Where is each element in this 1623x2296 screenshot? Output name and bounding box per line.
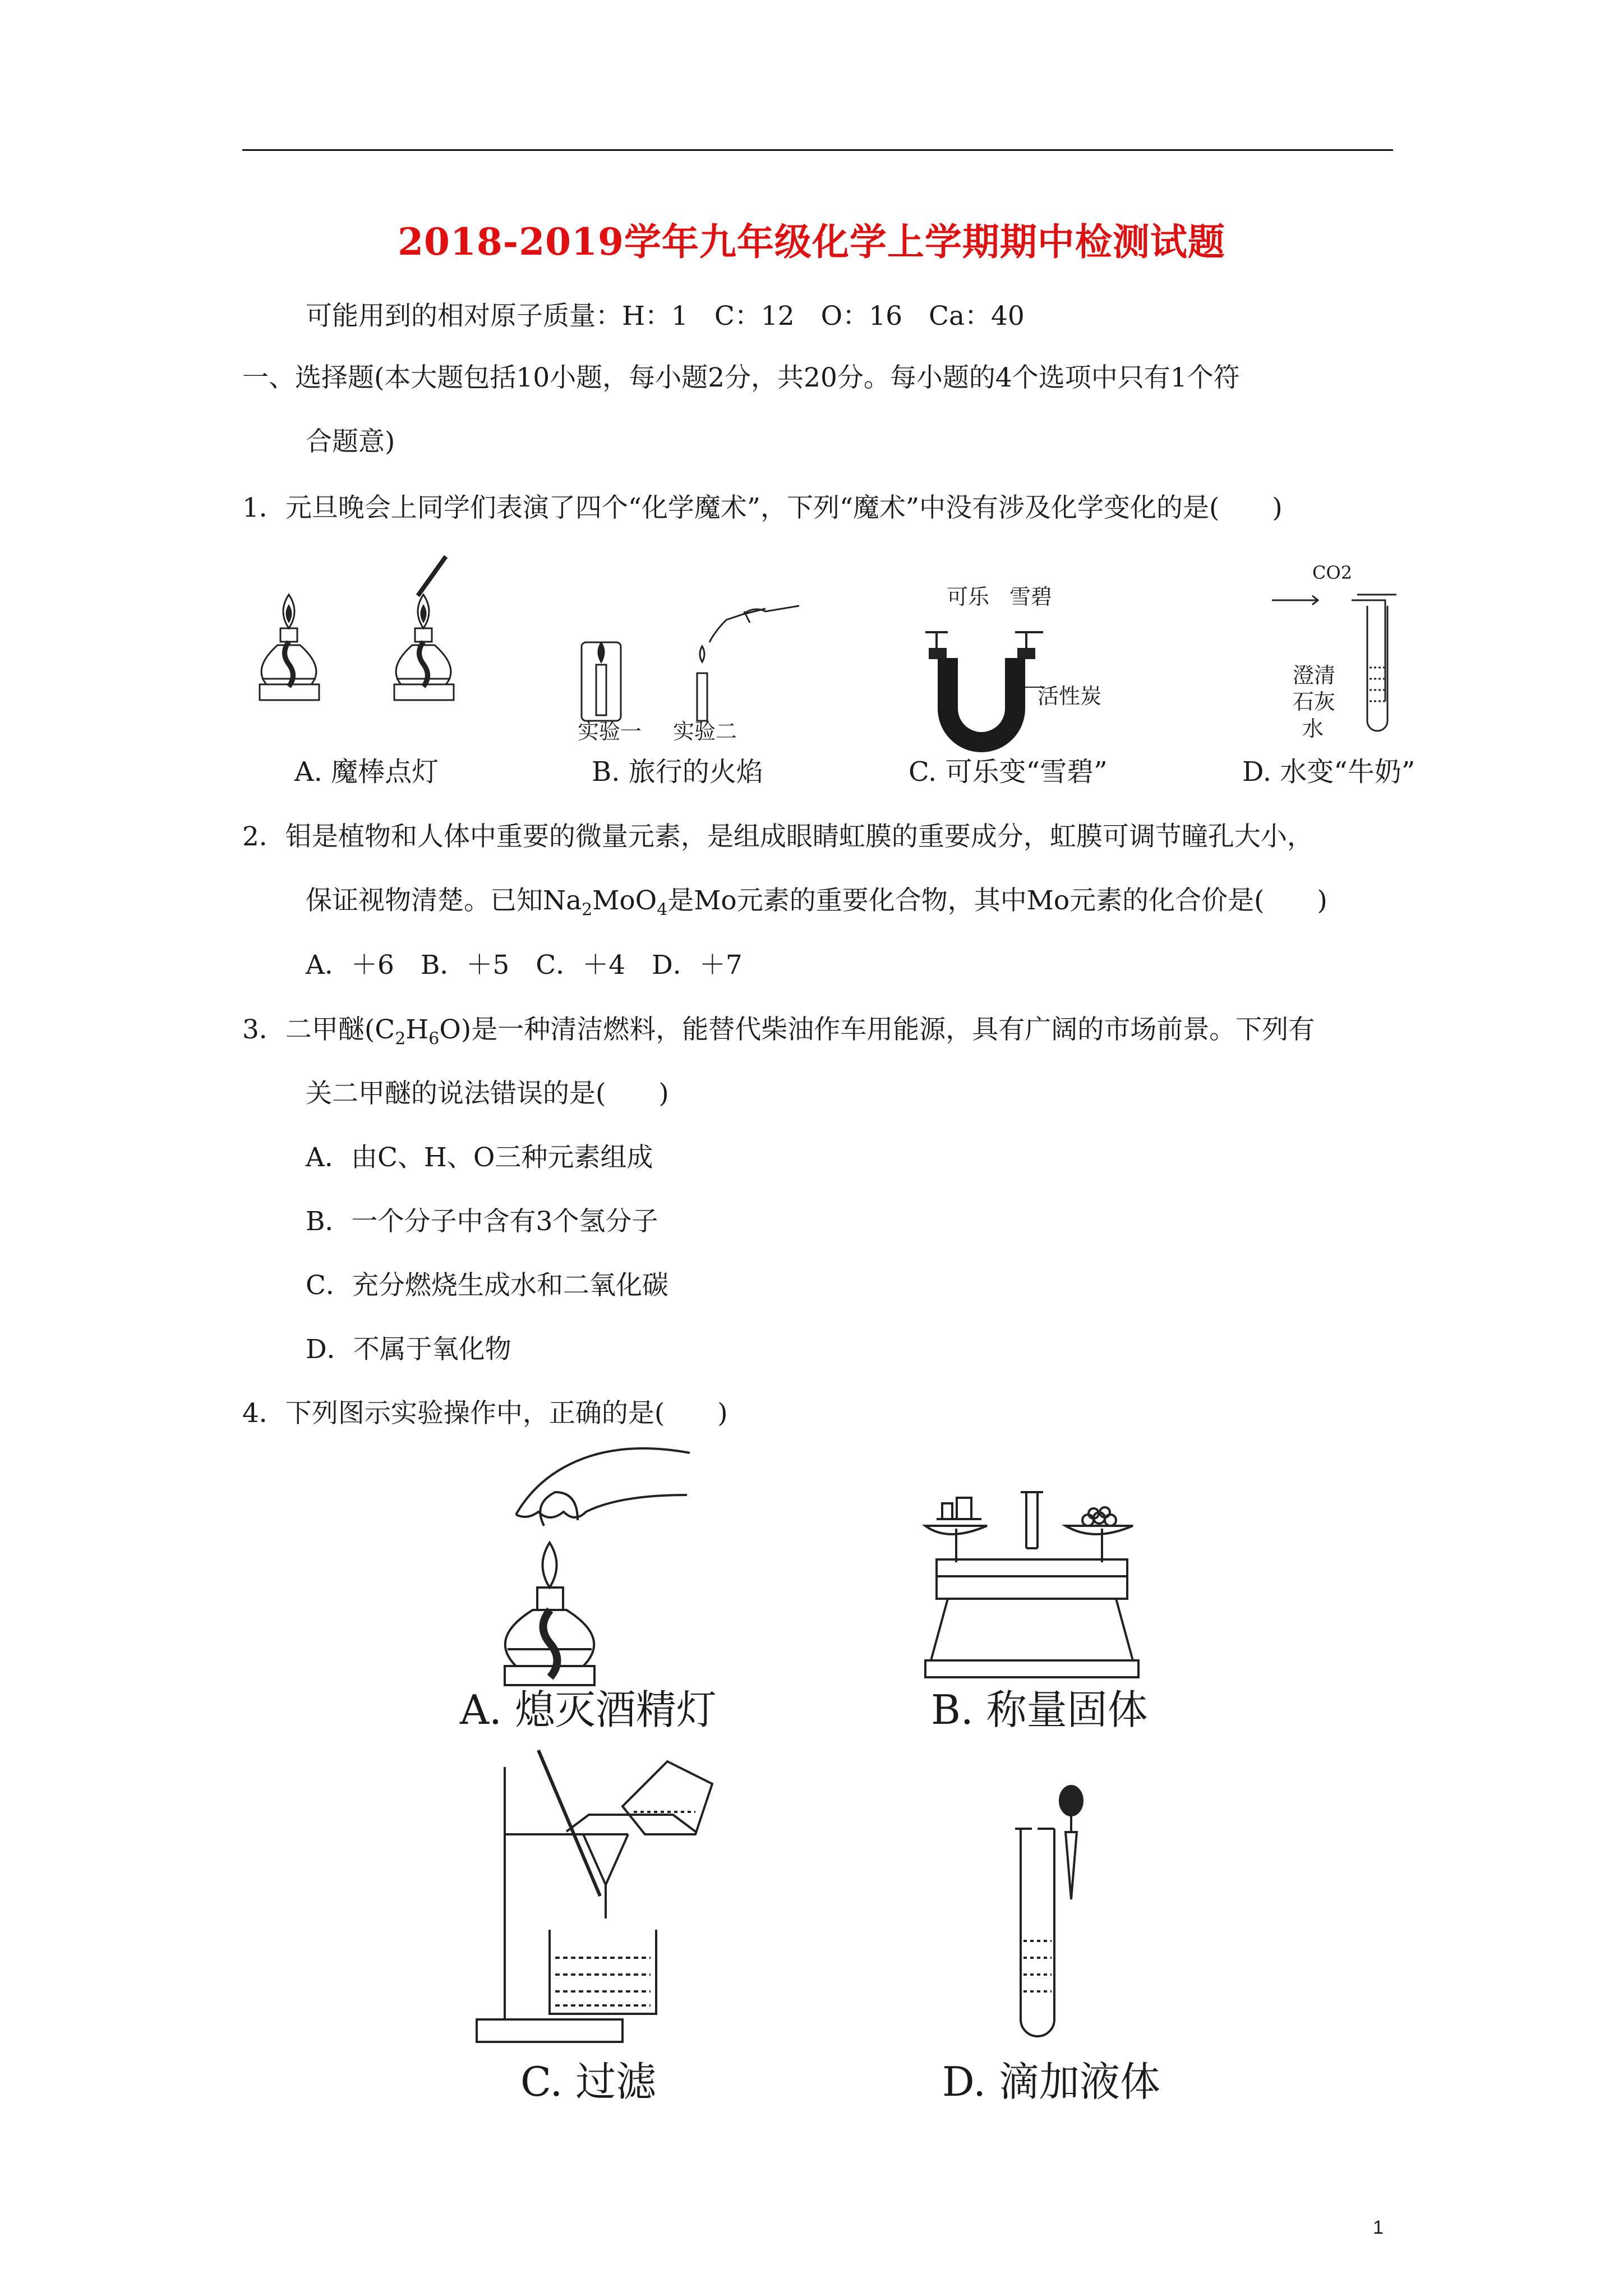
- q1-fig-b-label-1: 实验一: [578, 719, 642, 744]
- q1-fig-c-label-carbon: 活性炭: [1038, 684, 1102, 708]
- q3-line2: 关二甲醚的说法错误的是( ): [306, 1078, 669, 1109]
- section1-line1: 一、选择题(本大题包括10小题，每小题2分，共20分。每小题的4个选项中只有1个符: [242, 362, 1240, 393]
- q4-option-d: D. 滴加液体: [942, 2058, 1160, 2105]
- q1-fig-d-label-3: 水: [1302, 716, 1324, 741]
- q2-line1: 2．钼是植物和人体中重要的微量元素，是组成眼睛虹膜的重要成分，虹膜可调节瞳孔大小，: [242, 821, 1313, 852]
- q1-option-c: C. 可乐变“雪碧”: [909, 756, 1108, 788]
- q3-line1: 3．二甲醚$(C_2H_6O)$是一种清洁燃料，能替代柴油作车用能源，具有广阔的市场前景。下列有: [242, 1014, 1315, 1049]
- q4-fig-c-filtration: [471, 1750, 718, 2053]
- q4-option-b: B. 称量固体: [931, 1686, 1148, 1733]
- q1-fig-c-label-cola: 可乐: [947, 585, 990, 609]
- q1-option-d: D. 水变“牛奶”: [1242, 756, 1415, 788]
- q1-fig-d-label-1: 澄清: [1293, 663, 1336, 688]
- page-number: 1: [1373, 2217, 1384, 2238]
- q4-fig-b-balance: [920, 1481, 1144, 1683]
- q3-option-b: B．一个分子中含有3个氢分子: [306, 1206, 658, 1237]
- q3-option-c: C．充分燃烧生成水和二氧化碳: [306, 1270, 668, 1301]
- q1-fig-b-candles: [575, 589, 810, 744]
- q1-fig-c-label-sprite: 雪碧: [1009, 585, 1053, 609]
- q1-fig-b-label-2: 实验二: [673, 719, 737, 744]
- q1-option-a: A. 魔棒点灯: [294, 756, 439, 788]
- q1-fig-d-label-2: 石灰: [1293, 689, 1336, 714]
- header-rule: [242, 149, 1393, 151]
- page-title: 2018-2019学年九年级化学上学期期中检测试题: [398, 220, 1225, 264]
- q1-fig-d-testtube: [1267, 583, 1408, 746]
- q1-fig-a-lamps: [250, 555, 502, 740]
- q1-fig-d-label-co2: CO2: [1312, 562, 1353, 583]
- atomic-mass-note: 可能用到的相对原子质量：H：1 C：12 O：16 Ca：40: [306, 301, 1025, 332]
- q2-options: A．＋6 B．＋5 C．＋4 D．＋7: [306, 950, 743, 981]
- section1-line2: 合题意): [306, 426, 395, 457]
- q4-option-a: A. 熄灭酒精灯: [460, 1686, 717, 1733]
- q1-stem: 1．元旦晚会上同学们表演了四个“化学魔术”，下列“魔术”中没有涉及化学变化的是( ): [242, 493, 1283, 523]
- q3-option-a: A．由C、H、O三种元素组成: [306, 1142, 653, 1173]
- q3-option-d: D．不属于氧化物: [306, 1334, 511, 1365]
- q2-line2: 保证视物清楚。已知$Na_2MoO_4$是Mo元素的重要化合物，其中Mo元素的化合价是( ): [306, 885, 1327, 920]
- q4-option-c: C. 过滤: [520, 2058, 657, 2105]
- q1-option-b: B. 旅行的火焰: [592, 756, 763, 788]
- q4-stem: 4．下列图示实验操作中，正确的是( ): [242, 1398, 728, 1429]
- q4-fig-d-dropper: [998, 1784, 1110, 2042]
- q4-fig-a-extinguish: [482, 1447, 695, 1688]
